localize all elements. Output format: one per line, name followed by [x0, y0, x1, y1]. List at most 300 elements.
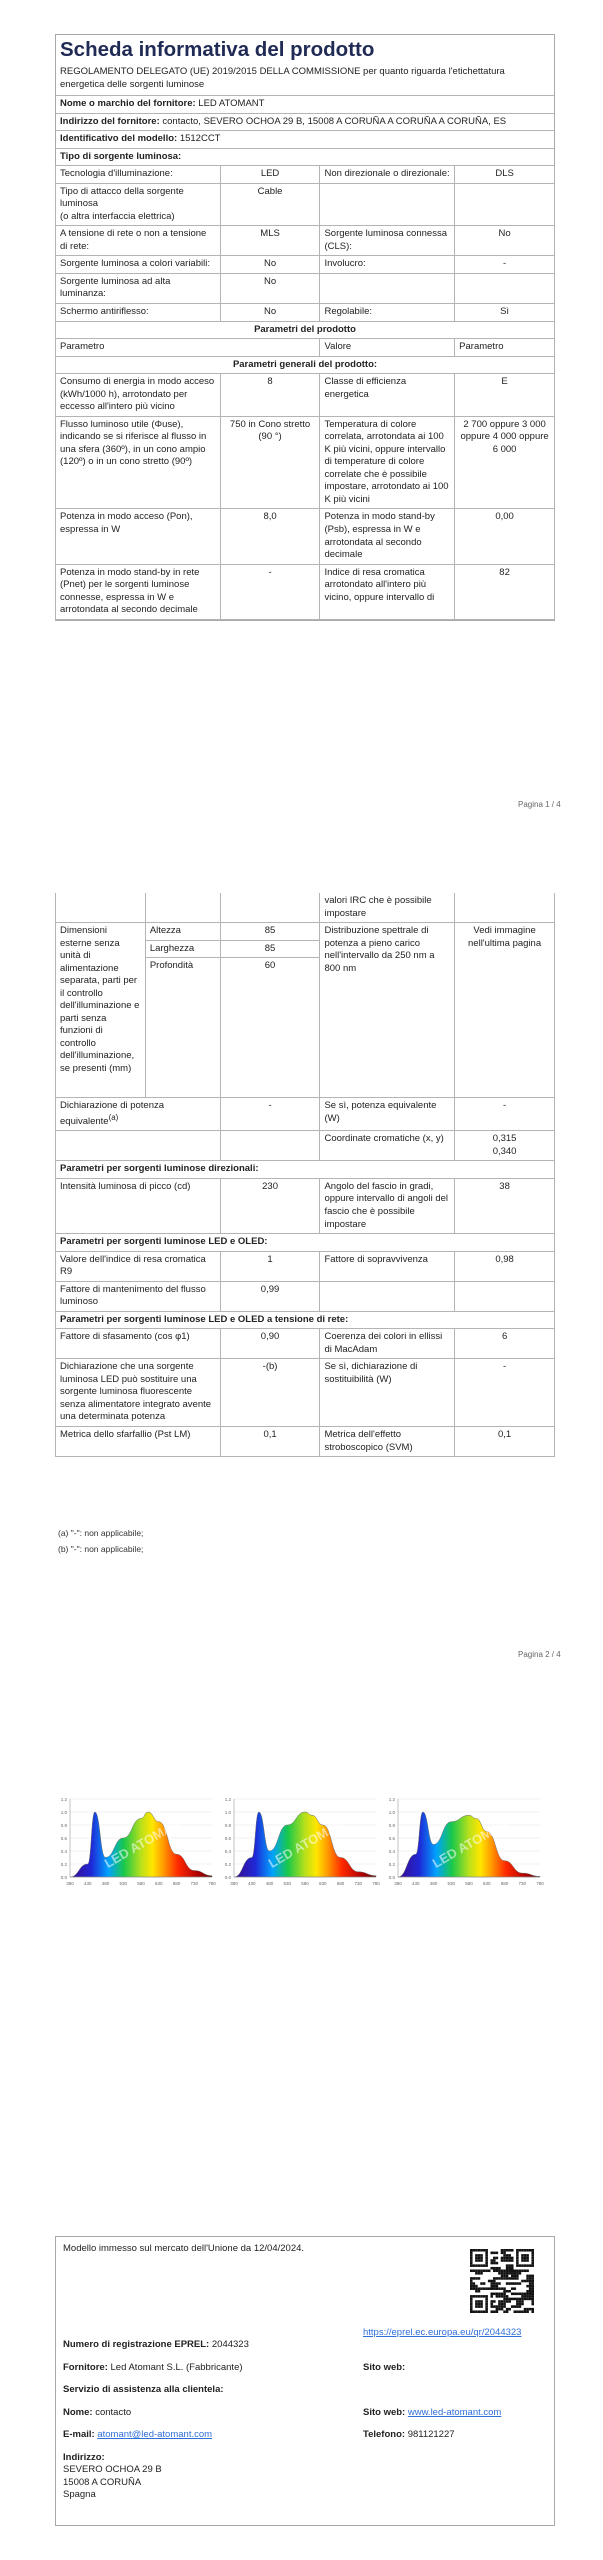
qr-module — [490, 2295, 493, 2298]
param-label — [320, 1281, 455, 1311]
qr-module — [485, 2257, 488, 2260]
qr-module — [488, 2287, 491, 2290]
watermark-logo: LED ATOMANT — [429, 1811, 518, 1871]
qr-module — [519, 2305, 522, 2308]
y-tick-label: 0.4 — [60, 1849, 67, 1854]
qr-module — [519, 2282, 522, 2285]
qr-module — [514, 2272, 517, 2275]
y-tick-label: 1.0 — [60, 1810, 67, 1815]
table-row — [56, 374, 555, 417]
general-params-heading: Parametri generali del prodotto: — [56, 356, 555, 374]
address-line-2: 15008 A CORUÑA — [63, 2476, 142, 2488]
qr-module — [475, 2310, 478, 2313]
qr-module — [516, 2293, 519, 2296]
qr-module — [503, 2305, 506, 2308]
qr-module — [478, 2272, 481, 2275]
param-label: Consumo di energia in modo acceso (kWh/1000 h), arrotondato per eccesso all'intero più vicino — [56, 374, 221, 417]
param-label: Potenza in modo stand-by in rete (Pnet) per le sorgenti luminose connesse, espressa in W e arrotondata al secondo decimale — [56, 564, 221, 619]
qr-module — [496, 2269, 499, 2272]
qr-module — [516, 2282, 519, 2285]
spectrum-chart-2 — [216, 1793, 382, 1890]
qr-module — [480, 2303, 483, 2306]
phone-value: 981121227 — [407, 2429, 455, 2441]
qr-module — [529, 2287, 532, 2290]
qr-module — [524, 2264, 527, 2267]
registration-box — [55, 2236, 555, 2526]
qr-module — [478, 2259, 481, 2262]
qr-module — [526, 2259, 529, 2262]
qr-module — [485, 2254, 488, 2257]
qr-module — [524, 2249, 527, 2252]
qr-module — [511, 2275, 514, 2278]
qr-module — [514, 2269, 517, 2272]
supplier-address-value: contacto, SEVERO OCHOA 29 B, 15008 A CORUÑA A CORUÑA A CORUÑA, ES — [162, 115, 507, 127]
x-tick-label: 780 — [372, 1881, 380, 1886]
qr-module — [496, 2293, 499, 2296]
x-tick-label: 430 — [411, 1881, 420, 1886]
qr-module — [521, 2295, 524, 2298]
qr-module — [485, 2259, 488, 2262]
qr-module — [475, 2303, 478, 2306]
y-tick-label: 0.8 — [60, 1823, 67, 1828]
qr-module — [503, 2275, 506, 2278]
qr-module — [473, 2287, 476, 2290]
qr-module — [519, 2303, 522, 2306]
qr-module — [521, 2280, 524, 2283]
qr-module — [501, 2303, 504, 2306]
qr-module — [521, 2257, 524, 2260]
qr-module — [529, 2249, 532, 2252]
qr-module — [508, 2308, 511, 2311]
qr-module — [498, 2287, 501, 2290]
y-tick-label: 1.2 — [60, 1797, 67, 1802]
qr-module — [503, 2310, 506, 2313]
qr-module — [531, 2298, 534, 2301]
model-id-value: 1512CCT — [179, 133, 221, 145]
qr-module — [503, 2295, 506, 2298]
param-value: 8 — [220, 374, 320, 417]
qr-module — [526, 2295, 529, 2298]
qr-module — [483, 2249, 486, 2252]
qr-module — [475, 2249, 478, 2252]
directional-heading: Parametri per sorgenti luminose direzionali: — [56, 1161, 555, 1179]
param-label: Non direzionale o direzionale: — [320, 166, 455, 184]
qr-module — [483, 2287, 486, 2290]
market-date-text: Modello immesso sul mercato dell'Unione da 12/04/2024. — [63, 2243, 305, 2254]
qr-module — [493, 2300, 496, 2303]
qr-module — [519, 2310, 522, 2313]
qr-module — [493, 2262, 496, 2265]
qr-module — [496, 2295, 499, 2298]
email-link[interactable]: atomant@led-atomant.com — [97, 2429, 213, 2441]
qr-module — [501, 2272, 504, 2275]
table-row — [56, 1426, 555, 1456]
qr-module — [506, 2275, 509, 2278]
qr-module — [506, 2277, 509, 2280]
qr-module — [516, 2262, 519, 2265]
param-value — [455, 183, 555, 226]
param-value: 0,1 — [220, 1426, 320, 1456]
qr-module — [531, 2252, 534, 2255]
qr-module — [526, 2298, 529, 2301]
qr-module — [470, 2285, 473, 2288]
qr-module — [506, 2290, 509, 2293]
param-value: - — [220, 564, 320, 619]
y-tick-label: 0.6 — [60, 1836, 67, 1841]
qr-module — [511, 2264, 514, 2267]
qr-module — [521, 2293, 524, 2296]
qr-module — [475, 2295, 478, 2298]
footnote-a: (a) "-": non applicabile; — [58, 1528, 144, 1538]
page2-table — [55, 893, 555, 1457]
qr-module — [475, 2285, 478, 2288]
qr-module — [470, 2254, 473, 2257]
qr-module — [493, 2293, 496, 2296]
param-label: Potenza in modo acceso (Pon), espressa in W — [56, 509, 221, 564]
table-row — [56, 416, 555, 509]
param-label: Fattore di mantenimento del flusso luminoso — [56, 1281, 221, 1311]
qr-module — [508, 2298, 511, 2301]
qr-module — [485, 2308, 488, 2311]
qr-module — [470, 2257, 473, 2260]
chromaticity-value: 0,315 0,340 — [455, 1131, 555, 1161]
x-tick-label: 530 — [447, 1881, 456, 1886]
qr-module — [506, 2267, 509, 2270]
qr-module — [503, 2293, 506, 2296]
qr-module — [493, 2259, 496, 2262]
qr-module — [531, 2275, 534, 2278]
website-link[interactable]: www.led-atomant.com — [407, 2406, 502, 2418]
qr-module — [475, 2254, 478, 2257]
qr-module — [498, 2277, 501, 2280]
qr-module — [501, 2277, 504, 2280]
qr-module — [506, 2310, 509, 2313]
qr-module — [483, 2269, 486, 2272]
value-col-header: Valore — [320, 339, 455, 357]
param-label: Classe di efficienza energetica — [320, 374, 455, 417]
param-value — [455, 1281, 555, 1311]
y-tick-label: 0.2 — [60, 1862, 67, 1867]
param-label: Tipo di attacco della sorgente luminosa (o altra interfaccia elettrica) — [56, 183, 221, 226]
website-label: Sito web: — [363, 2361, 406, 2373]
qr-module — [475, 2305, 478, 2308]
qr-module — [480, 2295, 483, 2298]
qr-module — [531, 2310, 534, 2313]
y-tick-label: 1.2 — [388, 1797, 395, 1802]
qr-module — [519, 2293, 522, 2296]
qr-module — [488, 2269, 491, 2272]
param-value: DLS — [455, 166, 555, 184]
qr-module — [485, 2262, 488, 2265]
param-value: 0,1 — [455, 1426, 555, 1456]
page-title: Scheda informativa del prodotto — [60, 38, 375, 61]
qr-module — [470, 2282, 473, 2285]
qr-module — [490, 2282, 493, 2285]
qr-module — [498, 2267, 501, 2270]
qr-module — [519, 2272, 522, 2275]
qr-module — [531, 2264, 534, 2267]
x-tick-label: 380 — [394, 1881, 402, 1886]
qr-module — [478, 2269, 481, 2272]
table-row — [56, 564, 555, 619]
qr-module — [506, 2308, 509, 2311]
qr-module — [470, 2259, 473, 2262]
qr-module — [516, 2252, 519, 2255]
qr-module — [470, 2252, 473, 2255]
qr-module — [478, 2305, 481, 2308]
param-col-header-2: Parametro — [455, 339, 555, 357]
qr-module — [508, 2282, 511, 2285]
param-value: 0,98 — [455, 1251, 555, 1281]
qr-module — [475, 2287, 478, 2290]
table-row — [56, 1281, 555, 1311]
qr-module — [475, 2259, 478, 2262]
qr-module — [508, 2290, 511, 2293]
qr-module — [480, 2269, 483, 2272]
qr-module — [496, 2310, 499, 2313]
qr-module — [503, 2254, 506, 2257]
y-tick-label: 0.2 — [224, 1862, 231, 1867]
table-row — [56, 183, 555, 226]
qr-module — [478, 2290, 481, 2293]
qr-module — [529, 2264, 532, 2267]
qr-module — [490, 2285, 493, 2288]
qr-module — [524, 2280, 527, 2283]
qr-module — [511, 2257, 514, 2260]
qr-module — [485, 2287, 488, 2290]
qr-module — [524, 2269, 527, 2272]
qr-module — [478, 2257, 481, 2260]
qr-module — [501, 2259, 504, 2262]
x-tick-label: 580 — [465, 1881, 473, 1886]
qr-module — [498, 2282, 501, 2285]
x-tick-label: 680 — [172, 1881, 181, 1886]
qr-module — [490, 2305, 493, 2308]
qr-module — [521, 2310, 524, 2313]
qr-module — [514, 2275, 517, 2278]
qr-module — [480, 2254, 483, 2257]
qr-module — [531, 2259, 534, 2262]
qr-module — [511, 2298, 514, 2301]
qr-module — [470, 2280, 473, 2283]
param-value: 0,00 — [455, 509, 555, 564]
qr-module — [493, 2287, 496, 2290]
product-sheet-page-1 — [55, 34, 555, 621]
customer-service-heading: Servizio di assistenza alla clientela: — [63, 2384, 224, 2396]
qr-module — [470, 2287, 473, 2290]
qr-module — [470, 2262, 473, 2265]
param-value: - — [455, 256, 555, 274]
y-tick-label: 0.0 — [60, 1875, 67, 1880]
qr-module — [531, 2287, 534, 2290]
qr-module — [501, 2287, 504, 2290]
table-row — [56, 1329, 555, 1359]
qr-module — [473, 2282, 476, 2285]
qr-module — [501, 2269, 504, 2272]
qr-module — [503, 2269, 506, 2272]
address-line-1: SEVERO OCHOA 29 B — [63, 2464, 162, 2476]
qr-module — [470, 2300, 473, 2303]
param-value — [455, 273, 555, 303]
param-value: 750 in Cono stretto (90 °) — [220, 416, 320, 509]
qr-module — [498, 2295, 501, 2298]
qr-module — [483, 2282, 486, 2285]
qr-module — [521, 2298, 524, 2301]
qr-module — [524, 2310, 527, 2313]
qr-module — [529, 2282, 532, 2285]
qr-module — [508, 2259, 511, 2262]
x-tick-label: 580 — [301, 1881, 309, 1886]
qr-module — [470, 2249, 473, 2252]
qr-module — [516, 2272, 519, 2275]
spectrum-chart-1 — [52, 1793, 218, 1890]
param-value: 8,0 — [220, 509, 320, 564]
qr-module — [501, 2300, 504, 2303]
qr-module — [514, 2287, 517, 2290]
qr-module — [480, 2282, 483, 2285]
qr-module — [516, 2277, 519, 2280]
qr-module — [529, 2298, 532, 2301]
qr-module — [473, 2295, 476, 2298]
qr-module — [470, 2277, 473, 2280]
equivalent-power-value: - — [455, 1098, 555, 1131]
qr-module — [473, 2269, 476, 2272]
qr-module — [511, 2293, 514, 2296]
qr-module — [529, 2285, 532, 2288]
qr-module — [508, 2277, 511, 2280]
qr-module — [511, 2287, 514, 2290]
param-value: 6 — [455, 1329, 555, 1359]
qr-module — [524, 2254, 527, 2257]
y-tick-label: 0.8 — [388, 1823, 395, 1828]
qr-module — [521, 2259, 524, 2262]
qr-module — [490, 2303, 493, 2306]
qr-module — [485, 2295, 488, 2298]
qr-module — [498, 2293, 501, 2296]
x-tick-label: 680 — [500, 1881, 509, 1886]
dim-depth-label: Profondità — [145, 958, 220, 1098]
qr-module — [524, 2259, 527, 2262]
qr-module — [496, 2262, 499, 2265]
qr-module — [478, 2303, 481, 2306]
param-label — [320, 273, 455, 303]
qr-module — [501, 2295, 504, 2298]
qr-module — [478, 2295, 481, 2298]
qr-module — [498, 2305, 501, 2308]
qr-module — [470, 2298, 473, 2301]
qr-module — [506, 2254, 509, 2257]
qr-module — [493, 2305, 496, 2308]
qr-module — [493, 2280, 496, 2283]
qr-module — [496, 2282, 499, 2285]
page-number-2: Pagina 2 / 4 — [518, 1650, 561, 1659]
qr-module — [531, 2293, 534, 2296]
product-params-heading: Parametri del prodotto — [56, 321, 555, 339]
qr-module — [531, 2300, 534, 2303]
table-row — [56, 1251, 555, 1281]
qr-module — [506, 2300, 509, 2303]
qr-module — [516, 2249, 519, 2252]
y-tick-label: 0.0 — [224, 1875, 231, 1880]
qr-module — [496, 2285, 499, 2288]
qr-module — [529, 2308, 532, 2311]
qr-module — [516, 2298, 519, 2301]
x-tick-label: 630 — [154, 1881, 163, 1886]
param-value: No — [220, 304, 320, 322]
x-tick-label: 430 — [247, 1881, 256, 1886]
qr-module — [508, 2257, 511, 2260]
qr-module — [485, 2264, 488, 2267]
x-tick-label: 730 — [518, 1881, 527, 1886]
qr-module — [531, 2303, 534, 2306]
qr-module — [511, 2305, 514, 2308]
param-value: No — [220, 256, 320, 274]
param-value: 2 700 oppure 3 000 oppure 4 000 oppure 6 000 — [455, 416, 555, 509]
x-tick-label: 530 — [283, 1881, 292, 1886]
x-tick-label: 780 — [208, 1881, 216, 1886]
footnote-b: (b) "-": non applicabile; — [58, 1544, 144, 1554]
param-value: E — [455, 374, 555, 417]
qr-module — [473, 2310, 476, 2313]
qr-module — [470, 2305, 473, 2308]
chromaticity-label: Coordinate cromatiche (x, y) — [320, 1131, 455, 1161]
x-tick-label: 530 — [119, 1881, 128, 1886]
qr-module — [470, 2303, 473, 2306]
spd-value: Vedi immagine nell'ultima pagina — [455, 923, 555, 1098]
y-tick-label: 0.4 — [388, 1849, 395, 1854]
qr-module — [526, 2257, 529, 2260]
param-label: Valore dell'indice di resa cromatica R9 — [56, 1251, 221, 1281]
qr-module — [521, 2269, 524, 2272]
qr-module — [503, 2259, 506, 2262]
qr-module — [514, 2282, 517, 2285]
regulation-text: REGOLAMENTO DELEGATO (UE) 2019/2015 DELLA COMMISSIONE per quanto riguarda l'etichettatura energetica delle sorgenti luminose — [56, 66, 554, 96]
qr-module — [493, 2257, 496, 2260]
qr-module — [488, 2280, 491, 2283]
qr-module — [490, 2280, 493, 2283]
qr-module — [493, 2252, 496, 2255]
qr-module — [473, 2249, 476, 2252]
qr-module — [524, 2298, 527, 2301]
qr-module — [485, 2303, 488, 2306]
qr-module — [493, 2267, 496, 2270]
qr-module — [485, 2310, 488, 2313]
supplier-name-row: Nome o marchio del fornitore: LED ATOMANT — [56, 96, 554, 114]
qr-module — [490, 2252, 493, 2255]
qr-module — [470, 2295, 473, 2298]
qr-module — [493, 2285, 496, 2288]
eprel-link[interactable]: https://eprel.ec.europa.eu/qr/2044323 — [363, 2327, 522, 2338]
qr-module — [475, 2290, 478, 2293]
qr-module — [506, 2269, 509, 2272]
product-sheet-page-2 — [55, 893, 555, 1457]
qr-module — [475, 2300, 478, 2303]
qr-module — [480, 2300, 483, 2303]
param-value: 230 — [220, 1178, 320, 1233]
y-tick-label: 0.2 — [388, 1862, 395, 1867]
table-row — [56, 256, 555, 274]
x-tick-label: 680 — [336, 1881, 345, 1886]
qr-module — [508, 2272, 511, 2275]
qr-module — [490, 2259, 493, 2262]
qr-module — [473, 2285, 476, 2288]
qr-module — [473, 2264, 476, 2267]
qr-module — [511, 2277, 514, 2280]
qr-module — [531, 2280, 534, 2283]
param-label: Metrica dell'effetto stroboscopico (SVM) — [320, 1426, 455, 1456]
qr-module — [483, 2264, 486, 2267]
x-tick-label: 630 — [318, 1881, 327, 1886]
